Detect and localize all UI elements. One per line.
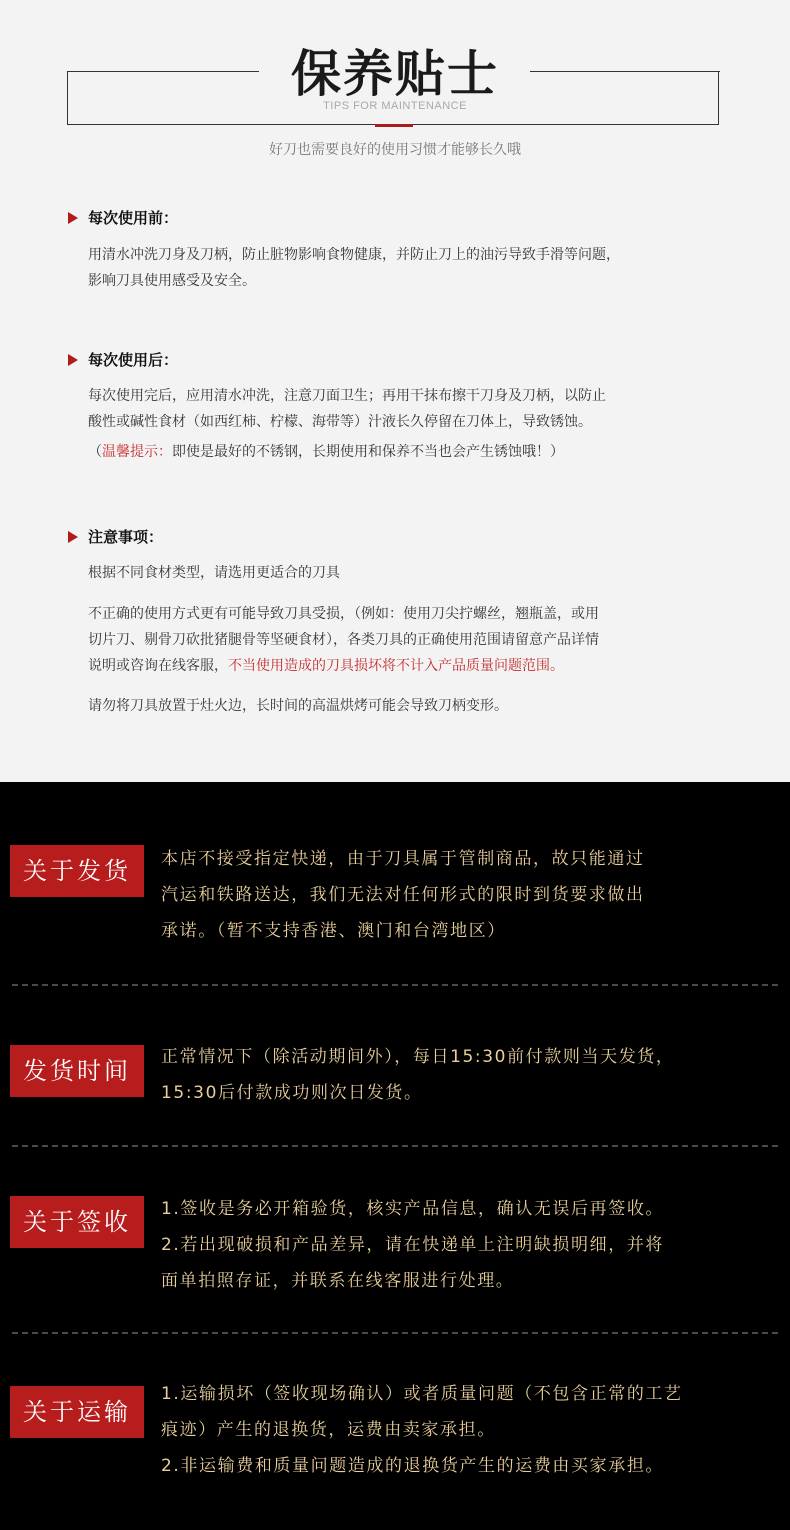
text-line: 痕迹）产生的退换货，运费由卖家承担。 <box>161 1420 496 1440</box>
policy-section <box>0 782 790 1530</box>
text-line: 每次使用完后，应用清水冲洗，注意刀面卫生；再用干抹布擦干刀身及刀柄，以防止 <box>88 388 606 404</box>
policy-text-transport <box>161 1376 773 1484</box>
text-line <box>88 653 728 679</box>
tip-text: 即使是最好的不锈钢，长期使用和保养不当也会产生锈蚀哦！） <box>172 444 564 460</box>
dashed-divider <box>12 1145 778 1147</box>
policy-label-receipt: 关于签收 <box>10 1196 144 1248</box>
title-accent-bar <box>375 124 413 127</box>
section-title: 注意事项： <box>88 528 164 546</box>
before-use-text <box>88 242 728 294</box>
policy-label-transport: 关于运输 <box>10 1386 144 1438</box>
page-subtitle: TIPS FOR MAINTENANCE <box>323 100 467 112</box>
text-line: 1.签收是务必开箱验货，核实产品信息，确认无误后再签收。 <box>161 1199 665 1219</box>
section-heading-after-use <box>68 349 178 370</box>
text-line: 2.若出现破损和产品差异，请在快递单上注明缺损明细，并将 <box>161 1235 665 1255</box>
text-span: 说明或咨询在线客服， <box>88 658 228 674</box>
dashed-divider <box>12 984 778 986</box>
text-line: 正常情况下（除活动期间外），每日15:30前付款则当天发货， <box>161 1047 675 1067</box>
page-title: 保养贴士 <box>291 44 499 103</box>
tip-open-paren: （ <box>88 444 102 460</box>
title-rule-right <box>530 71 720 72</box>
section-title: 每次使用后： <box>88 351 179 369</box>
triangle-bullet-icon <box>68 531 78 543</box>
policy-text-receipt <box>161 1191 773 1299</box>
notes-para-3: 请勿将刀具放置于灶火边，长时间的高温烘烤可能会导致刀柄变形。 <box>88 698 508 714</box>
text-line: 切片刀、剔骨刀砍批猪腿骨等坚硬食材），各类刀具的正确使用范围请留意产品详情 <box>88 632 599 648</box>
text-line: 汽运和铁路送达，我们无法对任何形式的限时到货要求做出 <box>161 885 645 905</box>
text-line: 不正确的使用方式更有可能导致刀具受损，（例如：使用刀尖拧螺丝，翘瓶盖，或用 <box>88 606 599 622</box>
policy-text-shipping <box>161 841 773 949</box>
section-heading-notes <box>68 526 163 547</box>
text-line: 用清水冲洗刀身及刀柄，防止脏物影响食物健康，并防止刀上的油污导致手滑等问题， <box>88 247 620 263</box>
section-title: 每次使用前： <box>88 209 179 227</box>
tagline: 好刀也需要良好的使用习惯才能够长久哦 <box>269 142 521 158</box>
policy-label-shipping: 关于发货 <box>10 845 144 897</box>
policy-text-shipping-time <box>161 1039 773 1111</box>
triangle-bullet-icon <box>68 212 78 224</box>
text-line: 2.非运输费和质量问题造成的退换货产生的运费由买家承担。 <box>161 1456 665 1476</box>
text-line: 承诺。（暂不支持香港、澳门和台湾地区） <box>161 921 506 941</box>
text-line: 本店不接受指定快递，由于刀具属于管制商品，故只能通过 <box>161 849 645 869</box>
dashed-divider <box>12 1332 778 1334</box>
after-use-text <box>88 383 728 435</box>
tip-label: 温馨提示： <box>102 444 172 460</box>
notes-para-1: 根据不同食材类型，请选用更适合的刀具 <box>88 565 340 581</box>
policy-label-shipping-time: 发货时间 <box>10 1045 144 1097</box>
title-rule-left <box>67 71 259 72</box>
text-line: 影响刀具使用感受及安全。 <box>88 273 256 289</box>
section-heading-before-use <box>68 207 178 228</box>
text-line: 面单拍照存证，并联系在线客服进行处理。 <box>161 1271 515 1291</box>
warning-text: 不当使用造成的刀具损坏将不计入产品质量问题范围。 <box>228 658 564 674</box>
warm-tip <box>88 439 728 465</box>
notes-para-2 <box>88 601 728 679</box>
text-line: 酸性或碱性食材（如西红柿、柠檬、海带等）汁液长久停留在刀体上，导致锈蚀。 <box>88 414 592 430</box>
text-line: 15:30后付款成功则次日发货。 <box>161 1083 423 1103</box>
text-line: 1.运输损坏（签收现场确认）或者质量问题（不包含正常的工艺 <box>161 1384 683 1404</box>
triangle-bullet-icon <box>68 354 78 366</box>
